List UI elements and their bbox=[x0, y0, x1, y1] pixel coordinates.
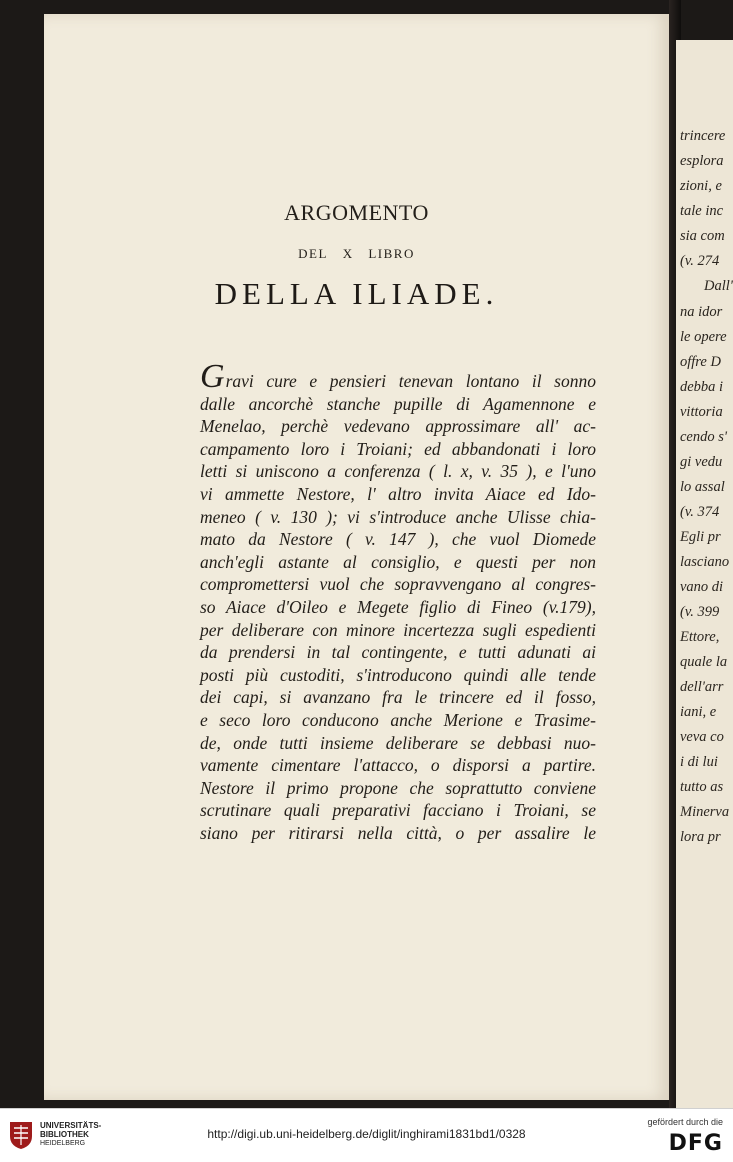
text-line: de, onde tutti insieme deliberare se debbasi nuo- bbox=[200, 732, 596, 753]
right-page-line: Ettore, bbox=[680, 629, 720, 645]
text-line: per deliberare con minore incertezza sugli espedienti bbox=[200, 619, 596, 640]
dfg-logo: DFG bbox=[668, 1131, 723, 1156]
drop-cap: G bbox=[200, 358, 225, 395]
right-page-line: le opere bbox=[680, 329, 727, 345]
right-page-line: vano di bbox=[680, 579, 724, 595]
chapter-heading bbox=[44, 200, 669, 312]
right-page-line: lo assal bbox=[680, 479, 725, 495]
right-page-line: offre D bbox=[680, 354, 721, 370]
right-page-line: vittoria bbox=[680, 404, 723, 420]
book-page-right bbox=[676, 40, 733, 1108]
text-line: so Aiace d'Oileo e Megete figlio di Fineo (v.179), bbox=[200, 596, 596, 617]
right-page-line: tutto as bbox=[680, 779, 724, 795]
text-line: siano per ritirarsi nella città, o per assalire le bbox=[200, 822, 596, 843]
text-line: mato da Nestore ( v. 147 ), che vuol Diomede bbox=[200, 529, 596, 550]
text-line: posti più custoditi, s'introducono quindi alle tende bbox=[200, 664, 596, 685]
text-line: e seco loro conducono anche Merione e Trasime- bbox=[200, 709, 596, 730]
uni-line-2: BIBLIOTHEK bbox=[40, 1130, 89, 1139]
text-line: meneo ( v. 130 ); vi s'introduce anche Ulisse chia- bbox=[200, 506, 596, 527]
text-line-0: ravi cure e pensieri tenevan lontano il sonno bbox=[225, 371, 596, 391]
heading-libro: LIBRO bbox=[368, 246, 415, 261]
right-page-line: esplora bbox=[680, 153, 724, 169]
right-page-line: trincere bbox=[680, 128, 726, 144]
right-page-line: debba i bbox=[680, 379, 724, 395]
text-line bbox=[200, 358, 596, 395]
text-line: Menelao, perchè vedevano approssimare all' ac- bbox=[200, 416, 596, 437]
right-page-line: Minerva bbox=[680, 804, 730, 820]
right-page-line: cendo s' bbox=[680, 429, 727, 445]
uni-line-3: HEIDELBERG bbox=[40, 1140, 86, 1147]
heading-del: DEL bbox=[298, 246, 328, 261]
right-page-line: i di lui bbox=[680, 754, 718, 770]
right-page-line: tale inc bbox=[680, 203, 724, 219]
heading-argomento: ARGOMENTO bbox=[284, 200, 429, 225]
uni-line-1: UNIVERSITÄTS- bbox=[40, 1121, 102, 1130]
text-line: vamente cimentare l'attacco, o disporsi a partire. bbox=[200, 755, 596, 776]
right-page-line: (v. 374 bbox=[680, 504, 720, 520]
right-page-line: (v. 274 bbox=[680, 253, 720, 269]
text-line: da prendersi in tal contingente, e tutti adunati ai bbox=[200, 642, 596, 663]
text-line: vi ammette Nestore, l' altro invita Aiace ed Ido- bbox=[200, 483, 596, 504]
right-page-line: dell'arr bbox=[680, 679, 724, 695]
right-page-line: Dall' bbox=[704, 278, 733, 294]
argument-text bbox=[200, 358, 596, 844]
text-line: dei capi, si avanzano fra le trincere ed il fosso, bbox=[200, 687, 596, 708]
heading-x: X bbox=[342, 246, 354, 261]
right-page-line: sia com bbox=[680, 228, 725, 244]
right-page-line: na idor bbox=[680, 304, 723, 320]
heading-della-iliade: DELLA ILIADE. bbox=[214, 276, 499, 311]
heading-del-x-libro bbox=[44, 246, 669, 262]
right-page-line: lora pr bbox=[680, 829, 721, 845]
text-line: letti si uniscono a conferenza ( l. x, v. 35 ), e l'uno bbox=[200, 461, 596, 482]
text-line: campamento loro i Troiani; ed abbandonati i loro bbox=[200, 438, 596, 459]
text-line: dalle ancorchè stanche pupille di Agamennone e bbox=[200, 393, 596, 414]
right-page-line: lasciano bbox=[680, 554, 730, 570]
right-page-line: veva co bbox=[680, 729, 724, 745]
text-line: scrutinare quali preparativi facciano i Troiani, se bbox=[200, 800, 596, 821]
text-line: anch'egli astante al consiglio, e questi per non bbox=[200, 551, 596, 572]
right-page-line: gi vedu bbox=[680, 454, 723, 470]
right-page-line: Egli pr bbox=[680, 529, 721, 545]
right-page-line: iani, e bbox=[680, 704, 717, 720]
right-page-line: zioni, e bbox=[680, 178, 722, 194]
right-page-line: quale la bbox=[680, 654, 728, 670]
viewer-footer bbox=[0, 1108, 733, 1162]
dfg-caption: gefördert durch die bbox=[647, 1117, 723, 1127]
page-url[interactable]: http://digi.ub.uni-heidelberg.de/diglit/inghirami1831bd1/0328 bbox=[207, 1127, 526, 1141]
right-page-line: (v. 399 bbox=[680, 604, 720, 620]
text-line: compromettersi vuol che sopravvengano al congres- bbox=[200, 574, 596, 595]
book-page-left bbox=[44, 14, 669, 1100]
text-line: Nestore il primo propone che soprattutto conviene bbox=[200, 777, 596, 798]
